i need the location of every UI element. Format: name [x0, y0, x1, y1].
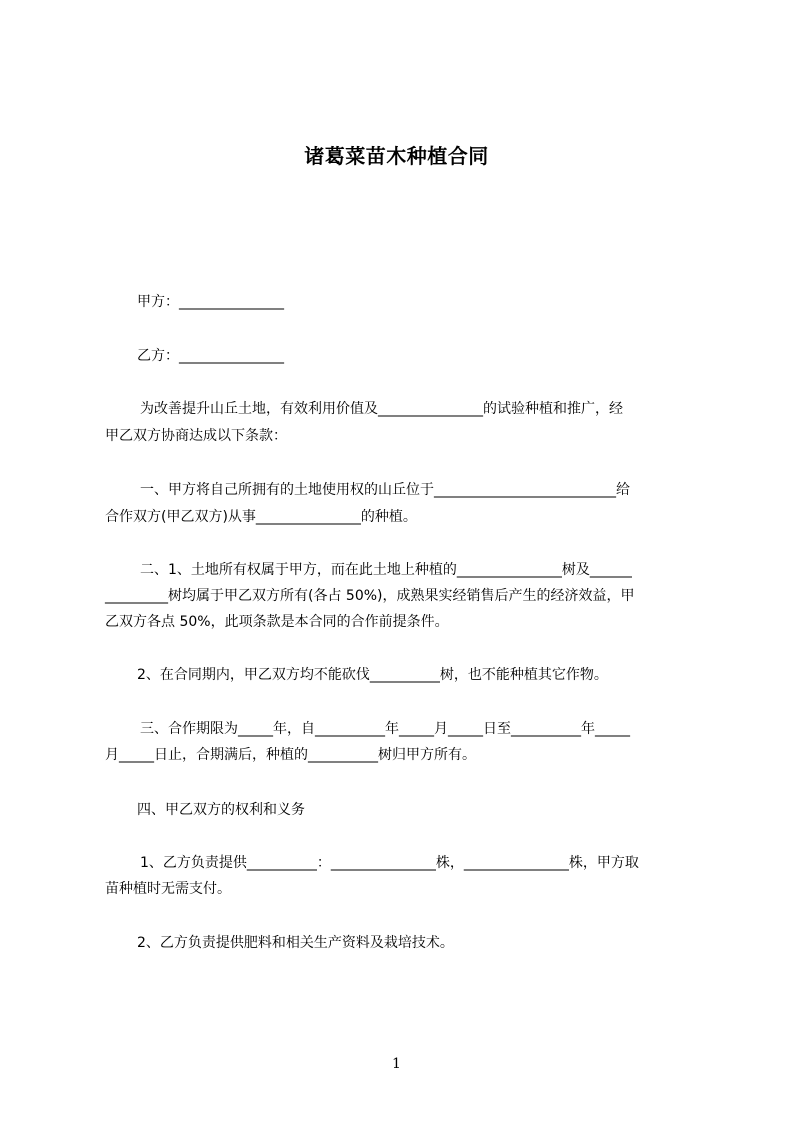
clause-2-line-1: 二、1、土地所有权属于甲方，而在此土地上种植的_______________树及______ — [140, 562, 632, 578]
document-title: 诸葛菜苗木种植合同 — [304, 144, 489, 168]
page-number: 1 — [392, 1056, 401, 1072]
clause-1-line-2: 合作双方(甲乙双方)从事_______________的种植。 — [105, 509, 417, 525]
clause-3-line-2: 月_____日止，合期满后，种植的__________树归甲方所有。 — [105, 747, 476, 763]
clause-4-item-2: 2、乙方负责提供肥料和相关生产资料及栽培技术。 — [137, 935, 454, 951]
clause-4-item-1-line-1: 1、乙方负责提供__________：_______________株，_______________株，甲方取 — [140, 855, 639, 871]
party-a-line: 甲方：_______________ — [137, 294, 284, 310]
intro-line-1: 为改善提升山丘土地，有效利用价值及_______________的试验种植和推广，经 — [140, 401, 623, 417]
clause-3-line-1: 三、合作期限为_____年，自__________年_____月_____日至__________年_____ — [140, 721, 630, 737]
party-b-line: 乙方：_______________ — [137, 348, 284, 364]
clause-2-line-3: 乙双方各点 50%，此项条款是本合同的合作前提条件。 — [105, 614, 449, 630]
clause-4-item-1-line-2: 苗种植时无需支付。 — [105, 881, 231, 897]
clause-2-item-2: 2、在合同期内，甲乙双方均不能砍伐__________树，也不能种植其它作物。 — [137, 667, 608, 683]
clause-4-heading: 四、甲乙双方的权利和义务 — [137, 802, 305, 818]
clause-1-line-1: 一、甲方将自己所拥有的土地使用权的山丘位于__________________________给 — [140, 482, 630, 498]
clause-2-line-2: _________树均属于甲乙双方所有(各占 50%)，成熟果实经销售后产生的经济效益，甲 — [105, 588, 635, 604]
intro-line-2: 甲乙双方协商达成以下条款： — [105, 428, 287, 444]
